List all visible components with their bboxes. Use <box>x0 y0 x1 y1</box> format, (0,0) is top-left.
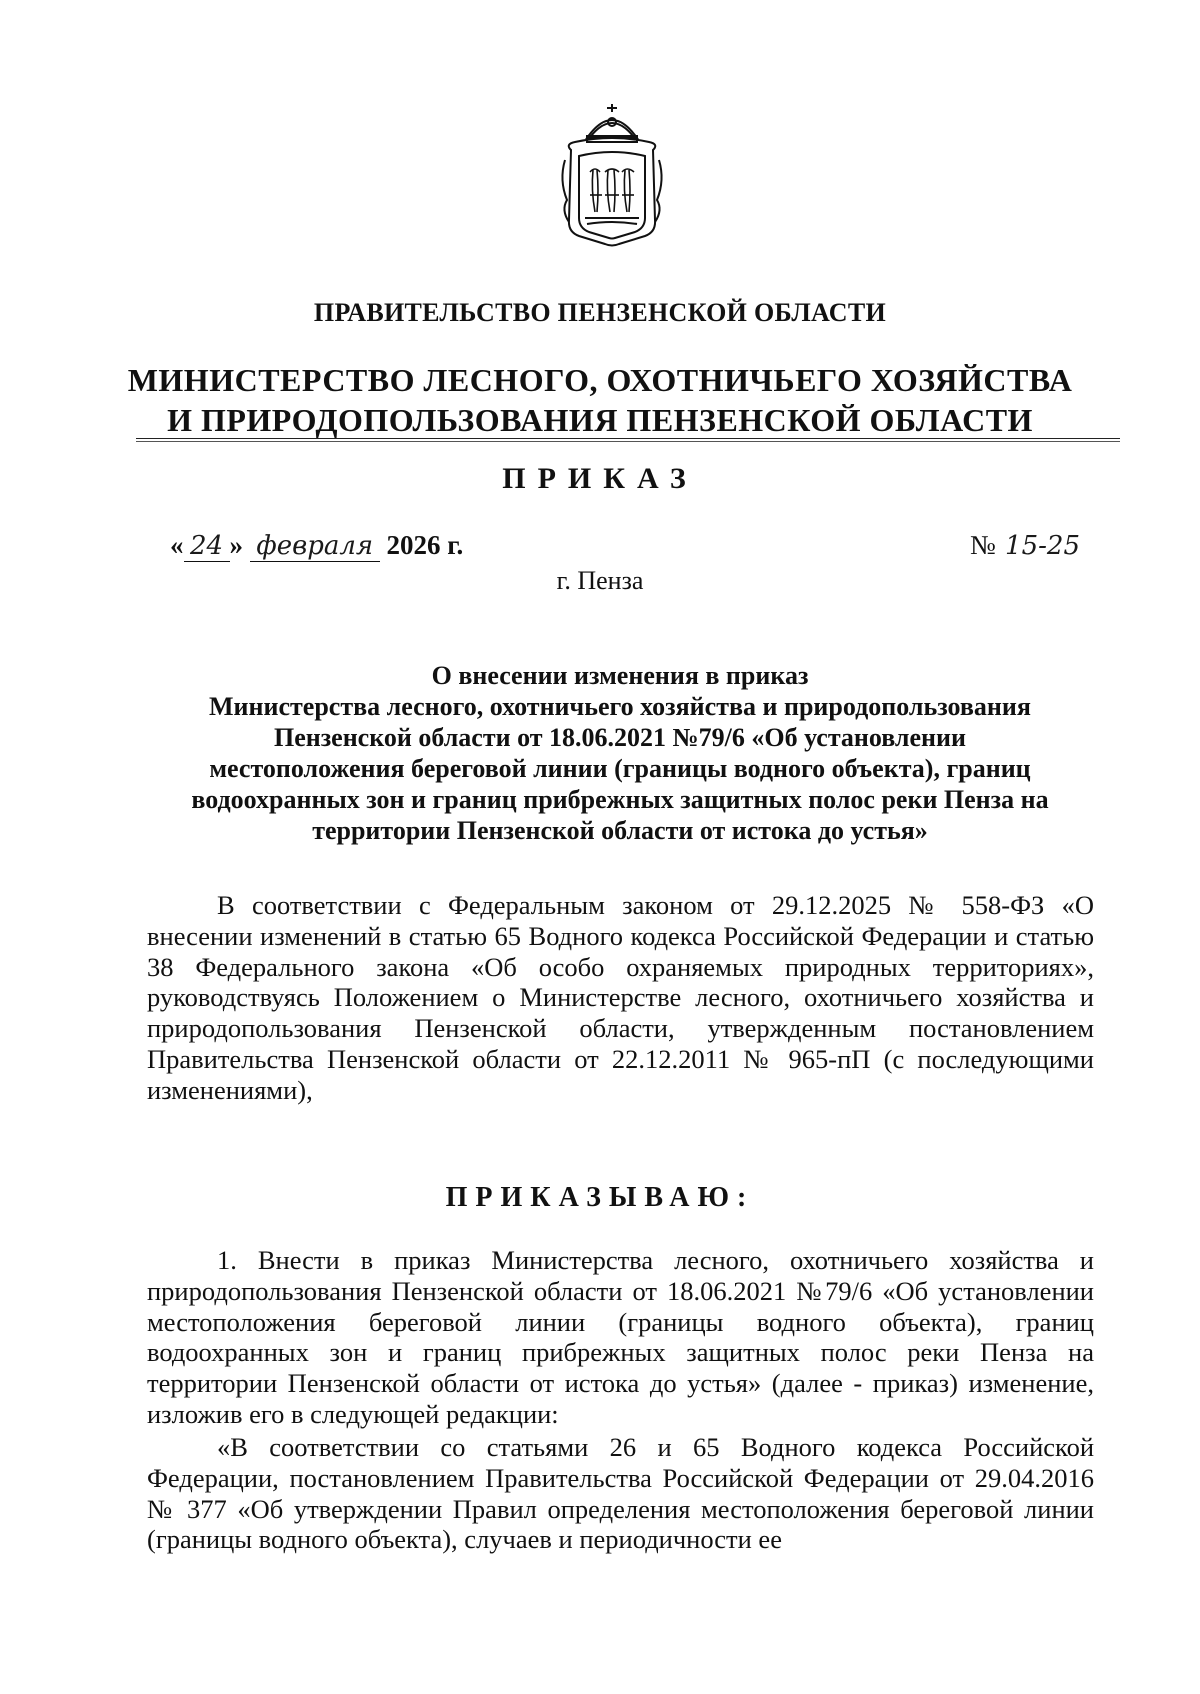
date-month-handwritten: февраля <box>250 531 380 562</box>
item-1-paragraph: 1. Внести в приказ Министерства лесного, охотничьего хозяйства и природопользования Пензенской области от 18.06.2021 №79/6 «Об установлении местоположения береговой линии (границы водного объекта), границ водоохранных зон и границ прибрежных защитных полос реки Пенза на территории Пензенской области от истока до устья» (далее - приказ) изменение, изложив его в следующей редакции: <box>147 1245 1094 1429</box>
header-divider-thin <box>136 441 1120 442</box>
title-line-1: О внесении изменения в приказ <box>431 661 809 690</box>
item-1-quote-section <box>147 1432 1094 1555</box>
preamble-paragraph: В соответствии с Федеральным законом от 29.12.2025 № 558-ФЗ «О внесении изменений в статью 65 Водного кодекса Российской Федерации и статью 38 Федерального закона «Об особо охраняемых природных территориях», руководствуясь Положением о Министерстве лесного, охотничьего хозяйства и природопользования Пензенской области, утвержденным постановлением Правительства Пензенской области от 22.12.2011 № 965-пП (с последующими изменениями), <box>147 890 1094 1105</box>
preamble-section <box>147 890 1094 1106</box>
title-line-4: местоположения береговой линии (границы водного объекта), границ <box>209 754 1031 783</box>
date-open-quote: « <box>170 530 184 560</box>
title-line-5: водоохранных зон и границ прибрежных защитных полос реки Пенза на <box>191 785 1049 814</box>
item-1-quote-paragraph: «В соответствии со статьями 26 и 65 Водного кодекса Российской Федерации, постановлением Правительства Российской Федерации от 29.04.2016 № 377 «Об утверждении Правил определения местоположения береговой линии (границы водного объекта), случаев и периодичности ее <box>147 1432 1094 1555</box>
document-city: г. Пенза <box>556 566 644 595</box>
document-number <box>970 530 1083 561</box>
order-heading: ПРИКАЗЫВАЮ: <box>445 1182 755 1213</box>
title-line-2: Министерства лесного, охотничьего хозяйства и природопользования <box>209 692 1031 721</box>
date-year: 2026 г. <box>386 530 464 560</box>
coat-of-arms-icon <box>557 100 667 250</box>
ministry-line-2: И ПРИРОДОПОЛЬЗОВАНИЯ ПЕНЗЕНСКОЙ ОБЛАСТИ <box>167 402 1033 438</box>
number-label: № <box>970 530 996 560</box>
government-name: ПРАВИТЕЛЬСТВО ПЕНЗЕНСКОЙ ОБЛАСТИ <box>313 298 887 327</box>
document-type: ПРИКАЗ <box>502 462 698 495</box>
title-line-6: территории Пензенской области от истока до устья» <box>312 816 928 845</box>
item-1-section <box>147 1245 1094 1430</box>
document-date <box>170 530 463 562</box>
date-day-handwritten: 24 <box>184 531 230 562</box>
date-close-quote: » <box>229 530 243 560</box>
header-divider <box>136 438 1120 439</box>
number-handwritten: 15-25 <box>1005 531 1080 561</box>
ministry-name <box>0 360 1200 440</box>
title-line-3: Пензенской области от 18.06.2021 №79/6 «Об установлении <box>273 723 967 752</box>
document-title <box>150 660 1090 846</box>
ministry-line-1: МИНИСТЕРСТВО ЛЕСНОГО, ОХОТНИЧЬЕГО ХОЗЯЙСТВА <box>127 362 1073 398</box>
